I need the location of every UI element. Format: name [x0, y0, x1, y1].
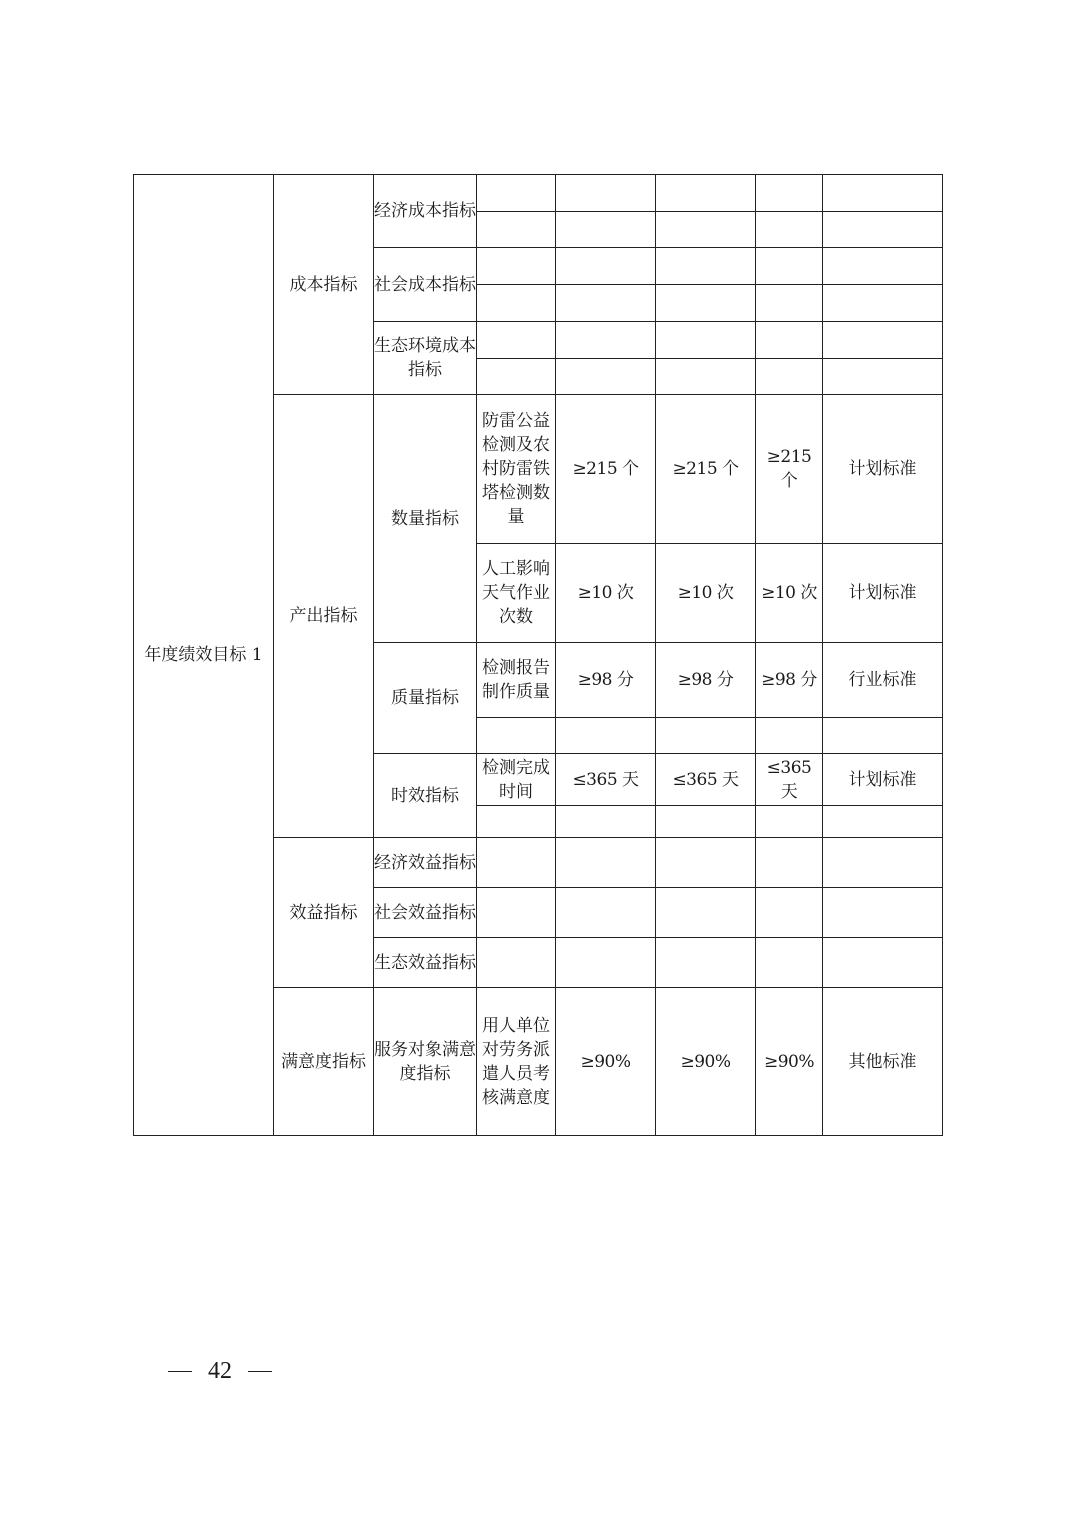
empty-cell	[823, 322, 943, 359]
empty-cell	[477, 285, 556, 322]
empty-cell	[656, 359, 756, 395]
empty-cell	[656, 248, 756, 285]
metric-standard: 计划标准	[823, 754, 943, 806]
metric-standard: 行业标准	[823, 643, 943, 718]
social-benefit-cell: 社会效益指标	[374, 888, 477, 938]
output-indicator-cell: 产出指标	[274, 395, 374, 838]
empty-cell	[556, 838, 656, 888]
empty-cell	[656, 212, 756, 248]
empty-cell	[556, 806, 656, 838]
empty-cell	[477, 938, 556, 988]
metric-value: ≥215 个	[656, 395, 756, 544]
metric-value: ≥90%	[756, 988, 823, 1136]
benefit-indicator-cell: 效益指标	[274, 838, 374, 988]
empty-cell	[556, 285, 656, 322]
empty-cell	[756, 718, 823, 754]
empty-cell	[756, 359, 823, 395]
metric-value: ≤365 天	[656, 754, 756, 806]
satisfaction-indicator-cell: 满意度指标	[274, 988, 374, 1136]
empty-cell	[556, 248, 656, 285]
empty-cell	[477, 248, 556, 285]
performance-table	[133, 174, 943, 1136]
metric-value: ≥98 分	[656, 643, 756, 718]
metric-value: ≤365 天	[556, 754, 656, 806]
empty-cell	[656, 838, 756, 888]
quality-indicator-cell: 质量指标	[374, 643, 477, 754]
empty-cell	[823, 938, 943, 988]
metric-name: 防雷公益检测及农村防雷铁塔检测数量	[477, 395, 556, 544]
empty-cell	[477, 838, 556, 888]
empty-cell	[756, 806, 823, 838]
empty-cell	[477, 359, 556, 395]
empty-cell	[756, 175, 823, 212]
empty-cell	[823, 718, 943, 754]
empty-cell	[477, 718, 556, 754]
empty-cell	[656, 938, 756, 988]
empty-cell	[477, 322, 556, 359]
empty-cell	[823, 888, 943, 938]
empty-cell	[756, 212, 823, 248]
empty-cell	[823, 359, 943, 395]
page-number	[168, 1358, 272, 1385]
cost-indicator-cell: 成本指标	[274, 175, 374, 395]
eco-benefit-cell: 生态效益指标	[374, 938, 477, 988]
empty-cell	[556, 322, 656, 359]
empty-cell	[477, 212, 556, 248]
empty-cell	[756, 248, 823, 285]
empty-cell	[556, 888, 656, 938]
economic-cost-cell: 经济成本指标	[374, 175, 477, 248]
service-satisfaction-cell: 服务对象满意度指标	[374, 988, 477, 1136]
metric-value: ≥10 次	[756, 544, 823, 643]
empty-cell	[823, 285, 943, 322]
empty-cell	[477, 175, 556, 212]
metric-name: 人工影响天气作业次数	[477, 544, 556, 643]
empty-cell	[556, 718, 656, 754]
empty-cell	[656, 718, 756, 754]
empty-cell	[477, 888, 556, 938]
empty-cell	[756, 888, 823, 938]
metric-value: ≤365 天	[756, 754, 823, 806]
economic-benefit-cell: 经济效益指标	[374, 838, 477, 888]
social-cost-cell: 社会成本指标	[374, 248, 477, 322]
metric-value: ≥215 个	[556, 395, 656, 544]
empty-cell	[656, 888, 756, 938]
dash-right	[248, 1371, 272, 1372]
empty-cell	[756, 285, 823, 322]
empty-cell	[656, 806, 756, 838]
empty-cell	[823, 838, 943, 888]
quantity-indicator-cell: 数量指标	[374, 395, 477, 643]
metric-value: ≥10 次	[656, 544, 756, 643]
annual-goal-cell: 年度绩效目标 1	[134, 175, 274, 1136]
timeliness-indicator-cell: 时效指标	[374, 754, 477, 838]
metric-name: 检测完成时间	[477, 754, 556, 806]
empty-cell	[656, 322, 756, 359]
empty-cell	[556, 359, 656, 395]
metric-standard: 计划标准	[823, 544, 943, 643]
metric-name: 用人单位对劳务派遣人员考核满意度	[477, 988, 556, 1136]
metric-standard: 其他标准	[823, 988, 943, 1136]
empty-cell	[756, 322, 823, 359]
metric-value: ≥98 分	[756, 643, 823, 718]
empty-cell	[823, 806, 943, 838]
metric-standard: 计划标准	[823, 395, 943, 544]
dash-left	[168, 1371, 192, 1372]
empty-cell	[823, 248, 943, 285]
page-number-text: 42	[208, 1358, 232, 1384]
metric-value: ≥90%	[656, 988, 756, 1136]
eco-cost-cell: 生态环境成本指标	[374, 322, 477, 395]
metric-value: ≥215 个	[756, 395, 823, 544]
metric-value: ≥98 分	[556, 643, 656, 718]
empty-cell	[823, 175, 943, 212]
metric-value: ≥90%	[556, 988, 656, 1136]
metric-name: 检测报告制作质量	[477, 643, 556, 718]
empty-cell	[556, 212, 656, 248]
empty-cell	[756, 938, 823, 988]
metric-value: ≥10 次	[556, 544, 656, 643]
empty-cell	[556, 938, 656, 988]
empty-cell	[477, 806, 556, 838]
empty-cell	[756, 838, 823, 888]
empty-cell	[656, 175, 756, 212]
empty-cell	[823, 212, 943, 248]
empty-cell	[656, 285, 756, 322]
empty-cell	[556, 175, 656, 212]
